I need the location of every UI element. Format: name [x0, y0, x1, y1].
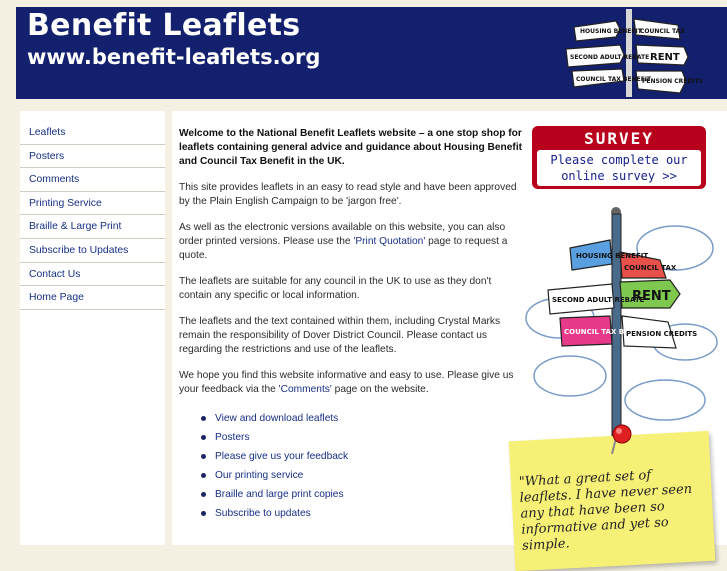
quick-links-list: [201, 409, 525, 523]
link-view-download-leaflets[interactable]: View and download leaflets: [201, 409, 525, 428]
signpost-label-housing: HOUSING BENEFIT: [576, 252, 649, 260]
p5-text-after: page on the website.: [331, 384, 429, 395]
survey-banner[interactable]: [532, 126, 706, 189]
signpost-label-ctb: COUNCIL TAX BENEFIT: [564, 328, 652, 336]
site-header: [16, 7, 727, 99]
nav-item-contact[interactable]: Contact Us: [20, 263, 165, 287]
nav-item-subscribe[interactable]: Subscribe to Updates: [20, 239, 165, 263]
comments-link[interactable]: 'Comments': [278, 384, 332, 395]
nav-item-braille-large-print[interactable]: Braille & Large Print: [20, 215, 165, 239]
link-posters[interactable]: Posters: [201, 428, 525, 447]
survey-title: SURVEY: [584, 129, 654, 148]
print-quotation-link[interactable]: 'Print Quotation': [353, 236, 426, 247]
sign-label-housing: HOUSING BENEFIT: [580, 28, 642, 35]
survey-line-1: Please complete our: [550, 153, 688, 167]
signpost-illustration-icon: [520, 200, 720, 440]
signpost-label-pension: PENSION CREDITS: [626, 330, 698, 338]
testimonial-text: "What a great set of leaflets. I have never seen any that have been so informative and yet so simple.: [518, 467, 693, 554]
link-braille-large-print[interactable]: Braille and large print copies: [201, 485, 525, 504]
survey-link[interactable]: [537, 150, 701, 186]
pushpin-icon: [600, 420, 640, 460]
nav-item-printing-service[interactable]: Printing Service: [20, 192, 165, 216]
paragraph-responsibility: The leaflets and the text contained within them, including Crystal Marks remain the responsibility of Dover District Council. Please contact us regarding the restrictions and use of the leaflets.: [179, 316, 501, 355]
sign-label-ctb: COUNCIL TAX BENEFIT: [576, 76, 652, 83]
sign-label-pension: PENSION CREDITS: [642, 78, 704, 85]
signpost-logo-icon: [556, 9, 706, 97]
p5-text-before: We hope you find this website informative and easy to use. Please give us your feedback via the: [179, 370, 514, 395]
link-feedback[interactable]: Please give us your feedback: [201, 447, 525, 466]
sign-label-council: COUNCIL TAX: [640, 28, 685, 35]
p2-text-after: page to request a quote.: [179, 236, 508, 261]
link-subscribe[interactable]: Subscribe to updates: [201, 504, 525, 523]
site-url[interactable]: www.benefit-leaflets.org: [27, 45, 321, 69]
site-title[interactable]: Benefit Leaflets: [27, 8, 301, 43]
paragraph-print-quotation: [179, 221, 525, 263]
signpost-label-council: COUNCIL TAX: [624, 264, 677, 272]
signpost-label-second: SECOND ADULT REBATE: [552, 296, 645, 304]
sidebar-nav: [20, 111, 165, 310]
sign-label-second: SECOND ADULT REBATE: [570, 54, 650, 61]
p2-text-before: As well as the electronic versions available on this website, you can also order printed versions. Please use the: [179, 222, 506, 247]
sign-label-rent: RENT: [650, 52, 680, 63]
nav-item-home[interactable]: Home Page: [20, 286, 165, 310]
signpost-label-rent: RENT: [632, 289, 671, 304]
link-printing-service[interactable]: Our printing service: [201, 466, 525, 485]
paragraph-feedback: [179, 369, 525, 397]
article: [179, 127, 525, 523]
sidebar: [20, 111, 165, 545]
nav-item-comments[interactable]: Comments: [20, 168, 165, 192]
paragraph-plain-english: This site provides leaflets in an easy to read style and have been approved by the Plain English Campaign to be 'jargon free'.: [179, 182, 517, 207]
paragraph-suitability: The leaflets are suitable for any council in the UK to use as they don't contain any specific or local information.: [179, 276, 492, 301]
survey-line-2: online survey >>: [561, 169, 677, 183]
intro-text: Welcome to the National Benefit Leaflets website – a one stop shop for leaflets containing general advice and guidance about Housing Benefit and Council Tax Benefit in the UK.: [179, 128, 523, 167]
nav-item-leaflets[interactable]: Leaflets: [20, 121, 165, 145]
nav-item-posters[interactable]: Posters: [20, 145, 165, 169]
